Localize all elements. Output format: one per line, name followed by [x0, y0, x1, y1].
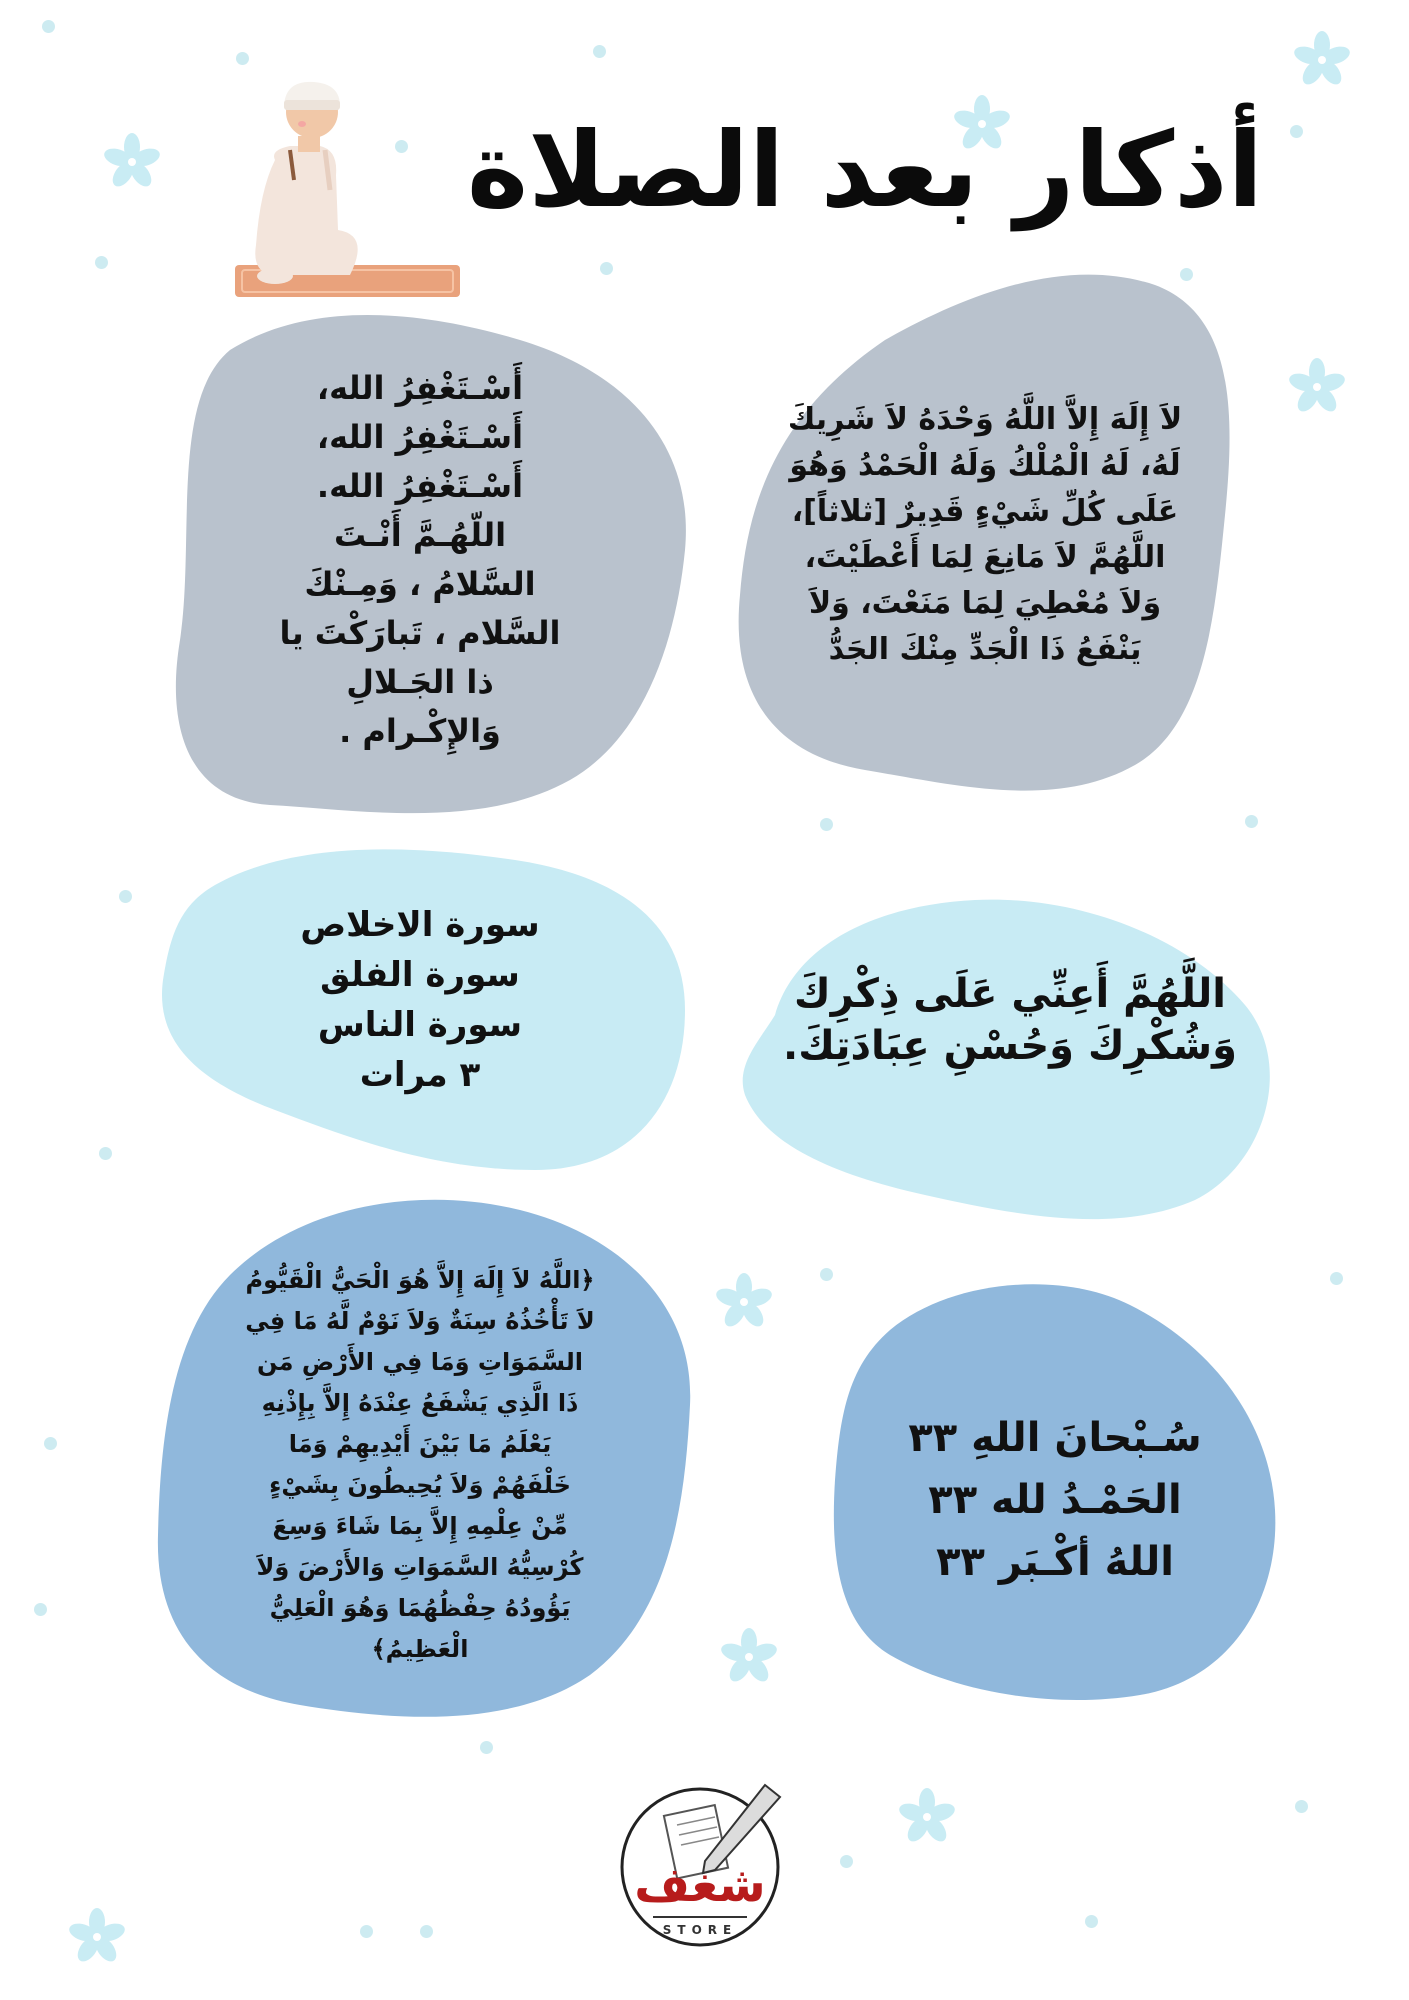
logo-wordmark: شغف: [634, 1857, 766, 1913]
card-line: سورة الفلق: [320, 955, 520, 995]
card-ayat-al-kursi: [175, 1255, 665, 1675]
decor-dot: [420, 1925, 433, 1938]
flower-icon: [100, 130, 164, 194]
card-line: سورة الناس: [317, 1005, 523, 1045]
store-logo: [615, 1775, 795, 1955]
decor-dot: [593, 45, 606, 58]
decor-dot: [1330, 1272, 1343, 1285]
decor-dot: [600, 262, 613, 275]
card-line: ﴿اللَّهُ لاَ إِلَهَ إِلاَّ هُوَ الْحَيُّ الْقَيُّومُ: [245, 1266, 595, 1294]
decor-dot: [99, 1147, 112, 1160]
card-line: كُرْسِيُّهُ السَّمَوَاتِ وَالأَرْضَ وَلاَ: [256, 1553, 584, 1581]
card-line: اللَّهُمَّ أَعِنِّي عَلَى ذِكْرِكَ: [794, 971, 1226, 1017]
card-line: يَعْلَمُ مَا بَيْنَ أَيْدِيهِمْ وَمَا: [288, 1430, 552, 1458]
card-tahlil: [740, 370, 1230, 700]
card-istighfar: [200, 360, 640, 760]
decor-dot: [480, 1741, 493, 1754]
card-line: مِّنْ عِلْمِهِ إِلاَّ بِمَا شَاءَ وَسِعَ: [272, 1512, 568, 1540]
flower-icon: [1285, 355, 1349, 419]
decor-dot: [1085, 1915, 1098, 1928]
card-line: أَسْـتَغْفِرُ الله.: [316, 467, 524, 505]
card-line: اللهُ أكْـبَر ٣٣: [936, 1539, 1174, 1585]
card-dua: [760, 945, 1260, 1095]
decor-dot: [820, 818, 833, 831]
card-line: ذَا الَّذِي يَشْفَعُ عِنْدَهُ إِلاَّ بِإِذْنِهِ: [261, 1389, 579, 1417]
decor-dot: [1245, 815, 1258, 828]
decor-dot: [42, 20, 55, 33]
decor-dot: [119, 890, 132, 903]
card-line: لاَ تَأْخُذُهُ سِنَةٌ وَلاَ نَوْمٌ لَّهُ مَا فِي: [245, 1307, 595, 1335]
card-line: سورة الاخلاص: [300, 905, 540, 945]
decor-dot: [34, 1603, 47, 1616]
card-line: ذا الجَـلالِ: [346, 663, 494, 701]
card-line: السَّمَوَاتِ وَمَا فِي الأَرْضِ مَن: [257, 1348, 584, 1376]
logo-sub: STORE: [662, 1923, 738, 1937]
card-line: الحَمْـدُ لله ٣٣: [928, 1477, 1182, 1523]
card-line: وَالإِكْـرام .: [339, 712, 501, 750]
page-title: أذكار بعد الصلاة: [466, 109, 1264, 231]
card-line: السَّلام ، تَبارَكْتَ يا: [279, 614, 561, 652]
praying-boy-illustration: [230, 80, 470, 305]
decor-dot: [44, 1437, 57, 1450]
flower-icon: [895, 1785, 959, 1849]
card-line: وَشُكْرِكَ وَحُسْنِ عِبَادَتِكَ.: [783, 1023, 1237, 1069]
card-surahs: [210, 885, 630, 1115]
card-line: السَّلامُ ، وَمِـنْكَ: [304, 565, 536, 603]
decor-dot: [236, 52, 249, 65]
flower-icon: [712, 1270, 776, 1334]
card-line: سُـبْحانَ اللهِ ٣٣: [908, 1415, 1202, 1461]
card-line: عَلَى كُلِّ شَيْءٍ قَدِيرٌ [ثلاثاً]،: [791, 494, 1179, 529]
card-line: خَلْفَهُمْ وَلاَ يُحِيطُونَ بِشَيْءٍ: [269, 1471, 571, 1499]
card-line: الْعَظِيمُ﴾: [371, 1635, 469, 1663]
flower-icon: [717, 1625, 781, 1689]
card-line: يَؤُودُهُ حِفْظُهُمَا وَهُوَ الْعَلِيُّ: [269, 1594, 571, 1622]
card-line: اللَّهُمَّ لاَ مَانِعَ لِمَا أَعْطَيْتَ،: [804, 540, 1166, 575]
card-line: أَسْـتَغْفِرُ الله،: [316, 369, 524, 407]
card-line: أَسْـتَغْفِرُ الله،: [316, 418, 524, 456]
decor-dot: [1295, 1800, 1308, 1813]
card-tasbih: [860, 1400, 1250, 1600]
decor-dot: [840, 1855, 853, 1868]
card-line: يَنْفَعُ ذَا الْجَدِّ مِنْكَ الجَدُّ: [828, 632, 1142, 667]
decor-dot: [1290, 125, 1303, 138]
decor-dot: [95, 256, 108, 269]
decor-dot: [360, 1925, 373, 1938]
flower-icon: [1290, 28, 1354, 92]
card-line: وَلاَ مُعْطِيَ لِمَا مَنَعْتَ، وَلاَ: [808, 586, 1162, 621]
card-line: اللّهُـمَّ أَنْـتَ: [333, 516, 507, 554]
card-line: لَهُ، لَهُ الْمُلْكُ وَلَهُ الْحَمْدُ وَهُوَ: [789, 448, 1181, 483]
card-line: ٣ مرات: [359, 1055, 481, 1095]
flower-icon: [65, 1905, 129, 1969]
card-line: لاَ إِلَهَ إِلاَّ اللَّهُ وَحْدَهُ لاَ شَرِيكَ: [787, 402, 1183, 437]
